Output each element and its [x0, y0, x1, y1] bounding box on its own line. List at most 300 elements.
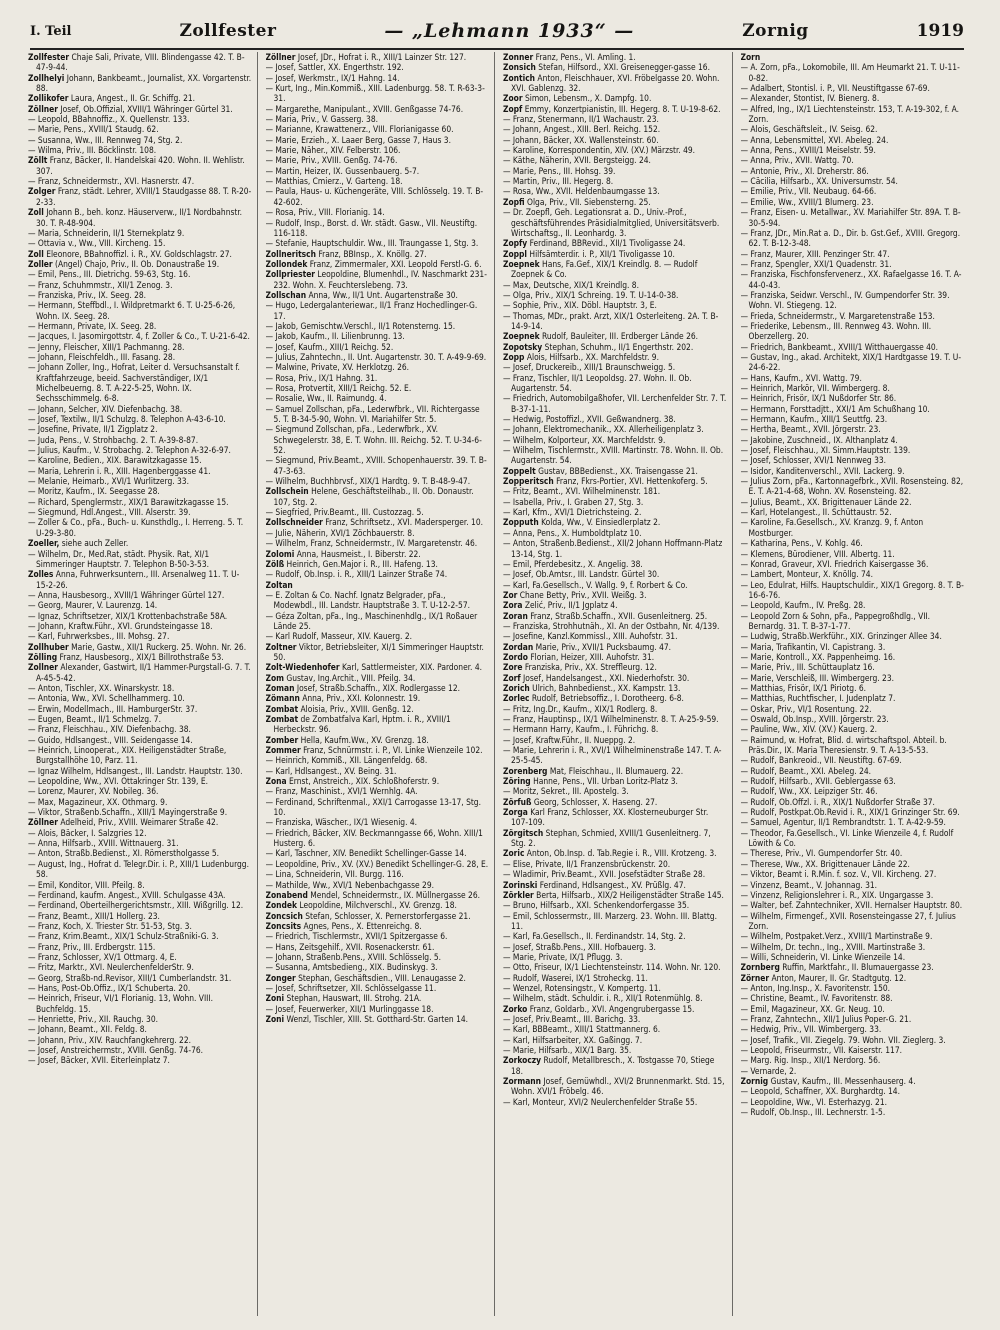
directory-entry: — Ferdinand, Oberteilhergerichtsmstr., XIII. Wißgrillg. 12. — [28, 900, 244, 911]
directory-entry: — Willi, Schneiderin, VI. Linke Wienzeile 14. — [740, 951, 906, 962]
directory-entry: Zopfi Olga, Priv., VII. Siebensterng. 25. — [503, 196, 651, 207]
directory-entry: Zolomi Anna, Hausmeist., I. Biberstr. 22. — [265, 548, 421, 559]
directory-entry: — Johann, Selcher, XIV. Diefenbachg. 38. — [28, 403, 183, 414]
directory-entry: — Franz, Tischler, II/1 Leopoldsg. 27. Wohn. II. Ob. Augartenstr. 54. — [503, 372, 692, 393]
directory-entry: Zorf Josef, Handelsangest., XXI. Niederhofstr. 30. — [503, 672, 690, 683]
directory-entry: — Wilhelm, Tischlermstr., XVIII. Martinstr. 78. Wohn. II. Ob. Augartenstr. 54. — [503, 445, 724, 466]
directory-entry: — Leopoldine, Ww., XVI. Ottakringer Str. 139, E. — [28, 776, 208, 787]
directory-entry: — Adalbert, Stontisl. i. P., VII. Neustiftgasse 67-69. — [740, 83, 930, 94]
directory-entry: — Josef, Priv.Beamt., III. Barichg. 33. — [503, 1013, 641, 1024]
directory-entry: — Franz, Beamt., XIII/1 Hollerg. 23. — [28, 910, 160, 921]
directory-entry: — Wladimir, Priv.Beamt., XVII. Josefstädter Straße 28. — [503, 869, 706, 880]
directory-entry: — Karl Rudolf, Masseur, XIV. Kauerg. 2. — [265, 631, 413, 642]
directory-entry: — Josef, Schlosser, XVI/1 Nennweg 33. — [740, 455, 887, 466]
directory-entry: — Malwine, Private, XV. Herklotzg. 26. — [265, 362, 410, 373]
directory-entry: Zömann Anna, Priv., XXI. Kolonnestr. 19. — [265, 693, 421, 704]
directory-entry: Zopp Alois, Hilfsarb., XX. Marchfeldstr. 9. — [503, 351, 659, 362]
directory-entry: — Gustav, Ing., akad. Architekt, XIX/1 Hardtgasse 19. T. U-24-6-22. — [740, 351, 962, 373]
directory-entry: — Rudolf, Hilfsarb., XVII. Geblergasse 63. — [740, 776, 896, 787]
directory-entry: — Karl, Fa.Gesellsch., II. Ferdinandstr. 14, Stg. 2. — [503, 931, 686, 942]
directory-entry: Zopputh Kolda, Ww., V. Einsiedlerplatz 2. — [503, 517, 661, 528]
directory-entry: Zoller (Angel) Chajo, Priv., II. Ob. Donaustraße 19. — [28, 258, 220, 269]
directory-entry: Zor Chane Betty, Priv., XVII. Weißg. 3. — [503, 589, 647, 600]
directory-entry: — Cäcilia, Hilfsarb., XX. Universumstr. 54. — [740, 176, 898, 187]
directory-entry: — Friedrich, Tischlermstr., XVII/1 Spitzergasse 6. — [265, 931, 448, 942]
directory-entry: Zoll Eleonore, BBahnoffizl. i. R., XV. Goldschlagstr. 27. — [28, 248, 232, 259]
directory-entry: — Anna, Hausbesorg., XVIII/1 Währinger Gürtel 127. — [28, 589, 225, 600]
directory-entry: — Friedrich, Automobilgaßhofer, VII. Lerchenfelder Str. 7. T. B-37-1-11. — [503, 393, 727, 414]
directory-entry: — Johann Zoller, Ing., Hofrat, Leiter d. Versuchsanstalt f. Kraftfahrzeuge, beeid. Sachverständiger, IX/1 Michelbeuerng. 8. T. A-22-5-25, Wohn. IX. Sechsschimmelg. 6-8. — [28, 362, 240, 404]
directory-entry: — Heinrich, Frisör, IX/1 Nußdorfer Str. 86. — [740, 393, 897, 404]
directory-entry: Zoltan — [265, 579, 293, 590]
directory-entry: — Franziska, Priv., IX. Seeg. 28. — [28, 289, 147, 300]
directory-entry: — Leopold, BBahnoffiz., X. Quellenstr. 133. — [28, 114, 190, 125]
directory-entry: Zopf Emmy, Konzertpianistin, III. Hegerg. 8. T. U-19-8-62. — [503, 103, 721, 114]
directory-entry: — Emil, Pens., III. Dietrichg. 59-63, Stg. 16. — [28, 269, 191, 280]
directory-entry: Zonsich Stefan, Hilfsord., XXI. Greisenegger-gasse 16. — [503, 62, 710, 73]
directory-entry: — Dr. Zoepfl, Geh. Legationsrat a. D., Univ.-Prof., geschäftsführendes Präsidialmitglied, Universitätsverb. Wirtschaftsg., II. Leonhardg. 3. — [503, 207, 720, 238]
directory-entry: — Anna, Lebensmittel, XVI. Abeleg. 24. — [740, 134, 889, 145]
directory-entry: Zollpriester Leopoldine, Blumenhdl., IV. Naschmarkt 231-232. Wohn. X. Feuchterslebeng. 73. — [265, 269, 487, 290]
directory-entry: — Leopoldine, Ww., VI. Esterhazyg. 21. — [740, 1096, 888, 1107]
directory-entry: Zopfy Ferdinand, BBRevid., XII/1 Tivoligasse 24. — [503, 238, 686, 249]
directory-entry: — Maria, Trafikantin, VI. Capistrang. 3. — [740, 641, 886, 652]
directory-entry: — Marie, Pens., XVIII/1 Staudg. 62. — [28, 124, 159, 135]
directory-entry: — Julius, Kaufm., V. Strobachg. 2. Telephon A-32-6-97. — [28, 445, 231, 456]
directory-entry: — Matthias, Ruchtfischer, I. Judenplatz 7. — [740, 693, 896, 704]
directory-entry: — Siegmund, Hdl.Angest., VIII. Alserstr. 39. — [28, 507, 191, 518]
directory-entry: — Josef, Kraftw.Führ., II. Nueppg. 2. — [503, 734, 636, 745]
directory-entry: — Fritz, Ing.Dr., Kaufm., XIX/1 Rodlerg. 8. — [503, 703, 658, 714]
directory-entry: Zombat Aloisia, Priv., XVIII. Genßg. 12. — [265, 703, 414, 714]
directory-entry: — Vernarde, 2. — [740, 1065, 797, 1076]
directory-entry: — Rosa, Priv., IX/1 Hahng. 31. — [265, 372, 378, 383]
directory-entry: — Thomas, MDr., prakt. Arzt, XIX/1 Osterleiteng. 2A. T. B-14-9-14. — [503, 310, 719, 331]
directory-entry: — Emilie, Ww., XVIII/1 Blumerg. 23. — [740, 196, 874, 207]
directory-entry: — Friedrich, Bankbeamt., XVIII/1 Witthauergasse 40. — [740, 341, 939, 352]
directory-entry: — Kurt, Ing., Min.Kommiß., XIII. Ladenburgg. 58. T. R-63-3-31. — [265, 83, 485, 104]
directory-entry: Zoll Johann B., beh. konz. Häuserverw., II/1 Nordbahnstr. 30. T. R-48-904. — [28, 207, 243, 228]
directory-entry: — Karl, Fuhrwerksbes., III. Mohsg. 27. — [28, 631, 170, 642]
directory-entry: Zörfuß Georg, Schlosser, X. Haseng. 27. — [503, 796, 658, 807]
directory-entry: Zonabend Mendel, Schneidermstr., IX. Müllnergasse 26. — [265, 889, 481, 900]
directory-entry: — Rudolf, Waserei, IX/1 Stroheckg. 11. — [503, 972, 648, 983]
directory-entry: — Alfred, Ing., IX/1 Liechtensteinstr. 153, T. A-19-302, f. A. Zorn. — [740, 103, 960, 125]
directory-entry: — Josef, Sattler, XX. Engerthstr. 192. — [265, 62, 404, 73]
directory-entry: Zorich Ulrich, Bahnbedienst., XX. Kampstr. 13. — [503, 682, 681, 693]
directory-entry: — Viktor, Beamt i. R.Min. f. soz. V., VII. Kircheng. 27. — [740, 869, 937, 880]
directory-entry: — Paula, Haus- u. Küchengeräte, VIII. Schlösselg. 19. T. B-42-602. — [265, 186, 484, 207]
directory-entry: — Wilhelm, Postpaket.Verz., XVIII/1 Martinstraße 9. — [740, 931, 933, 942]
page-header — [30, 14, 964, 50]
directory-entry: Zoppelt Gustav, BBBedienst., XX. Traisengasse 21. — [503, 465, 698, 476]
directory-entry: — Leopold, Kaufm., IV. Preßg. 28. — [740, 600, 866, 611]
directory-entry: — Julius, Beamt., XX. Brigittenauer Lände 22. — [740, 496, 912, 507]
directory-entry: — Josef, Anstreichermstr., XVIII. Genßg. 74-76. — [28, 1045, 204, 1055]
directory-entry: — Julie, Näherin, XVI/1 Zöchbauerstr. 8. — [265, 527, 415, 538]
directory-entry: — Theodor, Fa.Gesellsch., VI. Linke Wienzeile 4, f. Rudolf Löwith & Co. — [740, 827, 954, 849]
directory-entry: Zombat de Zombatfalva Karl, Hptm. i. R., XVIII/1 Herbeckstr. 96. — [265, 714, 451, 735]
directory-entry: Zordo Florian, Heizer, XIII. Auhofstr. 31. — [503, 651, 655, 662]
directory-entry: — Wilhelm, Dr., Med.Rat, städt. Physik. Rat, XI/1 Simmeringer Hauptstr. 7. Telephon B-50-3-53. — [28, 548, 210, 569]
directory-entry: — Hedwig, Priv., VII. Wimbergerg. 33. — [740, 1024, 882, 1035]
directory-entry: — Therese, Priv., VI. Gumpendorfer Str. 40. — [740, 848, 903, 859]
directory-entry: — Karoline, Fa.Gesellsch., XV. Kranzg. 9, f. Anton Mostburger. — [740, 517, 924, 538]
directory-entry: — Franz, Spengler, XXI/1 Quadenstr. 31. — [740, 258, 892, 269]
directory-entry: — Julius Zorn, pFa., Kartonnagefbrk., XVII. Rosensteing. 82, E. T. A-21-4-68, Wohn. XV. Rosensteing. 82. — [740, 476, 964, 497]
directory-entry: Zornberg Ruffin, Marktfahr., II. Blumauergasse 23. — [740, 962, 934, 973]
directory-entry: — Wilhelm, Buchhbrvsf., XIX/1 Hardtg. 9. T. B-48-9-47. — [265, 476, 471, 487]
directory-entry: — Hermann, Forsttadjtt., XXI/1 Am Schußhang 10. — [740, 403, 930, 414]
directory-entry: — Antonie, Priv., XI. Dreherstr. 86. — [740, 165, 869, 176]
directory-entry: Zoncsits Agnes, Pens., X. Ettenreichg. 8. — [265, 920, 422, 931]
directory-entry: — Elise, Private, II/1 Franzensbrückenstr. 20. — [503, 858, 671, 869]
directory-entry: — Mathilde, Ww., XVI/1 Nebenbachgasse 29. — [265, 879, 435, 890]
directory-entry: — Juda, Pens., V. Strohbachg. 2. T. A-39-8-87. — [28, 434, 199, 445]
directory-entry: — Hermann, Steffbdl., I. Wildpretmarkt 6. T. U-25-6-26, Wohn. IX. Seeg. 28. — [28, 300, 236, 321]
directory-entry: — Isabella, Priv., I. Graben 27, Stg. 3. — [503, 496, 644, 507]
directory-entry: — Franz, Koch, X. Triester Str. 51-53, Stg. 3. — [28, 920, 192, 931]
directory-entry: — Maria, Priv., V. Gasserg. 38. — [265, 114, 379, 125]
directory-entry: — Anton, Ing.Insp., X. Favoritenstr. 150. — [740, 982, 891, 993]
directory-entry: Zollschein Helene, Geschäftsteilhab., II. Ob. Donaustr. 107, Stg. 2. — [265, 486, 474, 507]
directory-entry: — Rudolf, Insp., Borst. d. Wr. städt. Gasw., VII. Neustiftg. 116-118. — [265, 217, 478, 238]
directory-entry: — Vinzenz, Beamt., V. Johannag. 31. — [740, 879, 878, 890]
directory-entry: — Matthias, Cmierz., V. Garteng. 18. — [265, 176, 403, 187]
part-label: I. Teil — [30, 23, 72, 39]
directory-entry: — Jakobine, Zuschneid., IX. Althanplatz 4. — [740, 434, 898, 445]
directory-entry: — Johann, Priv., XIV. Rauchfangkehrerg. 22. — [28, 1034, 192, 1045]
directory-entry: — Susanna, Ww., III. Rennweg 74, Stg. 2. — [28, 134, 183, 145]
directory-entry: Zormann Josef, Gemüwhdl., XVI/2 Brunnenmarkt. Std. 15, Wohn. XVI/1 Fröbelg. 46. — [503, 1076, 725, 1097]
directory-entry: Zollondek Franz, Zimmermaler, XXI. Leopold Ferstl-G. 6. — [265, 258, 482, 269]
directory-entry: — Julius, Zahntechn., II. Unt. Augartenstr. 30. T. A-49-9-69. — [265, 351, 487, 362]
directory-entry: — Johann, Bäcker, XX. Wallensteinstr. 60. — [503, 134, 659, 145]
directory-entry: — Oswald, Ob.Insp., XVIII. Jörgerstr. 23. — [740, 714, 889, 724]
directory-entry: Zorko Franz, Goldarb., XVI. Angengrubergasse 15. — [503, 1003, 695, 1014]
directory-entry: — Konrad, Graveur, XVI. Friedrich Kaisergasse 36. — [740, 558, 929, 569]
directory-entry: — Melanie, Heimarb., XVI/1 Wurlitzerg. 33. — [28, 476, 189, 487]
directory-entry: Zörner Anton, Maurer, II. Gr. Stadtgutg. 12. — [740, 972, 907, 983]
directory-entry: — Franz, Priv., III. Erdbergstr. 115. — [28, 941, 156, 952]
directory-entry: — Franz, Hauptinsp., IX/1 Wilhelminenstr. 8. T. A-25-9-59. — [503, 714, 719, 724]
directory-entry: Zoman Josef, Straßb.Schaffn., XIX. Rodlergasse 12. — [265, 682, 461, 693]
directory-entry: — Raimund, w. Hofrat, Blid. d. wirtschaftspol. Abteil. b. Präs.Dir., IX. Maria Theresienstr. 9. T. A-13-5-53. — [740, 734, 947, 756]
directory-entry: Zoepnek Hans, Fa.Gef., XIX/1 Kreindlg. 8. — Rudolf Zoepnek & Co. — [503, 258, 698, 280]
directory-entry: Zommer Franz, Schnürmstr. i. P., VI. Linke Wienzeile 102. — [265, 745, 483, 756]
directory-entry: — Josef, Feuerwerker, XII/1 Murlinggasse 18. — [265, 1003, 434, 1014]
directory-entry: — Josef, Bäcker, XVII. Eiterleinplatz 7. — [28, 1055, 170, 1066]
directory-entry: — Jenny, Fleischer, XIII/1 Pachmanng. 28. — [28, 341, 185, 352]
directory-entry: — Leo, Edulrat, Hilfs. Hauptschuldir., XIX/1 Gregorg. 8. T. B-16-6-76. — [740, 579, 964, 600]
directory-entry: — Marie, Pens., III. Hohsg. 39. — [503, 165, 616, 176]
directory-entry: — Josef, Kaufm., XIII/1 Reichg. 52. — [265, 341, 394, 352]
directory-entry: — Wilhelm, Kolporteur, XX. Marchfeldstr. 9. — [503, 434, 666, 445]
directory-entry: — Franz, Eisen- u. Metallwar., XV. Mariahilfer Str. 89A. T. B-30-5-94. — [740, 207, 961, 228]
directory-entry: — Johann, Elektromechanik., XX. Allerheiligenplatz 3. — [503, 424, 704, 435]
directory-entry: — Marie, Näher., XIV. Felberstr. 106. — [265, 145, 401, 156]
directory-entry: — Franz, Schuhmmstr., XII/1 Zenog. 3. — [28, 279, 173, 290]
directory-entry: — Josef, Ob.Amtsr., III. Landstr. Gürtel 30. — [503, 569, 660, 580]
directory-entry: — Anna, Pens., X. Humboldtplatz 10. — [503, 527, 642, 538]
directory-entry: — Stefanie, Hauptschuldir. Ww., III. Traungasse 1, Stg. 3. — [265, 238, 479, 249]
directory-entry: — Marie, Lehrerin i. R., XVI/1 Wilhelminenstraße 147. T. A-25-5-45. — [503, 745, 722, 766]
directory-entry: Zörkler Berta, Hilfsarb., XIX/2 Heiligenstädter Straße 145. — [503, 889, 724, 900]
column-2 — [266, 52, 496, 1316]
directory-entry: — Alexander, Stontist, IV. Bienerg. 8. — [740, 93, 880, 104]
directory-entry: Zorkoczy Rudolf, Metallbresch., X. Tostgasse 70, Stiege 18. — [503, 1055, 715, 1076]
directory-entry: — Marie, Kontroll., XX. Pappenheimg. 16. — [740, 651, 896, 662]
publication-title: — „Lehmann 1933“ — — [384, 20, 635, 42]
directory-entry: — Matthias, Frisör, IX/1 Piriotg. 6. — [740, 682, 867, 693]
directory-entry: — Marie, Erzieh., X. Laaer Berg, Gasse 7, Haus 3. — [265, 134, 451, 145]
directory-entry: — Richard, Spenglermstr., XIX/1 Barawitzkagasse 15. — [28, 496, 229, 507]
directory-entry: — Marie, Verschleiß, III. Wimbergerg. 23. — [740, 672, 895, 683]
directory-entry: Zoor Simon, Lebensm., X. Dampfg. 10. — [503, 93, 652, 104]
directory-entry: — Viktor, Straßenb.Schaffn., XIII/1 Mayingerstraße 9. — [28, 807, 228, 818]
directory-entry: — Guido, Hdlsangest., VIII. Seidengasse 14. — [28, 734, 193, 745]
directory-entry: Zopotsky Stephan, Schuhm., II/1 Engerthstr. 202. — [503, 341, 694, 352]
directory-entry: Zoni Stephan, Hauswart, III. Strohg. 21A. — [265, 993, 422, 1004]
directory-entry: — Johann, Beamt., XII. Feldg. 8. — [28, 1024, 147, 1035]
directory-entry: Zoppl Hilfsämterdir. i. P., XII/1 Tivoligasse 10. — [503, 248, 675, 259]
directory-entry: — Eugen, Beamt., II/1 Schmelzg. 7. — [28, 714, 161, 724]
directory-entry: — Antonia, Ww., XVI. Schellhammerg. 10. — [28, 693, 185, 704]
directory-entry: — Georg, Maurer, V. Laurenzg. 14. — [28, 600, 158, 611]
directory-entry: Zom Gustav, Ing.Archit., VIII. Pfeilg. 34. — [265, 672, 416, 683]
directory-entry: — Géza Zoltan, pFa., Ing., Maschinenhdlg., IX/1 Roßauer Lände 25. — [265, 610, 478, 631]
directory-entry: — Karl, Hotelangest., II. Schüttaustr. 52. — [740, 507, 892, 518]
directory-entry: Zorga Karl Franz, Schlosser, XX. Klosterneuburger Str. 107-109. — [503, 807, 709, 828]
directory-entry: — Henriette, Priv., XII. Rauchg. 30. — [28, 1013, 159, 1024]
directory-entry: — Bruno, Hilfsarb., XXI. Schenkendorfergasse 35. — [503, 900, 690, 911]
directory-entry: — Anton, Tischler, XX. Winarskystr. 18. — [28, 682, 175, 693]
directory-entry: — Anton, Straßb.Bedienst., XI. Römerstholgasse 5. — [28, 848, 220, 859]
directory-entry: — Marie, Priv., III. Schüttauplatz 16. — [740, 662, 875, 673]
directory-entry: — Emil, Pferdebesitz., X. Angelig. 38. — [503, 558, 643, 569]
directory-entry: Zorlec Rudolf, Betriebsoffiz., I. Dorotheerg. 6-8. — [503, 693, 684, 704]
directory-entry: Zoepnek Rudolf, Bauleiter, III. Erdberger Lände 26. — [503, 331, 699, 342]
directory-entry: — Karoline, Korrespondentin, XIV. (XV.) Märzstr. 49. — [503, 145, 696, 156]
directory-entry: — Rosalie, Ww., II. Raimundg. 4. — [265, 393, 387, 404]
directory-entry: Zora Zelić, Priv., II/1 Jgplatz 4. — [503, 600, 618, 611]
running-head-right: Zornig — [742, 21, 809, 41]
directory-entry: — Franz, Schlosser, XV/1 Ottmarg. 4, E. — [28, 951, 177, 962]
directory-entry: — Friedrich, Bäcker, XIV. Beckmanngasse 66, Wohn. XIII/1 Husterg. 6. — [265, 827, 483, 849]
directory-entry: — Karl, Monteur, XVI/2 Neulerchenfelder Straße 55. — [503, 1096, 698, 1107]
directory-entry: — Wenzel, Rotensingstr., V. Kompertg. 11. — [503, 982, 661, 993]
directory-entry: — Frieda, Schneidermstr., V. Margaretenstraße 153. — [740, 310, 935, 321]
directory-entry: Zöllt Franz, Bäcker, II. Handelskai 420. Wohn. II. Wehlistr. 307. — [28, 155, 245, 176]
directory-entry: — Franz, JDr., Min.Rat a. D., Dir. b. Gst.Gef., XVIII. Gregorg. 62. T. B-12-3-48. — [740, 227, 961, 249]
directory-entry: — Moritz, Kaufm., IX. Seegasse 28. — [28, 486, 160, 497]
directory-entry: — Emil, Schlossermstr., III. Marzerg. 23. Wohn. III. Blattg. 11. — [503, 910, 718, 931]
directory-entry: — Siegmund, Priv.Beamt., XVIII. Schopenhauerstr. 39. T. B-47-3-63. — [265, 455, 487, 476]
directory-entry: Zollneritsch Franz, BBInsp., X. Knöllg. 27. — [265, 248, 427, 259]
directory-entry: — Klemens, Bürodiener, VIII. Albertg. 11. — [740, 548, 895, 559]
directory-entry: — Marg. Rig. Insp., XII/1 Nerdorg. 56. — [740, 1055, 881, 1066]
directory-entry: — Lambert, Monteur, X. Knöllg. 74. — [740, 569, 873, 580]
directory-entry: — Johann, Kraftw.Führ., XVI. Grundsteingasse 18. — [28, 620, 213, 631]
directory-entry: — Heinrich, Linooperat., XIX. Heiligenstädter Straße, Burgstallhöhe 10, Parz. 11. — [28, 745, 227, 766]
directory-entry: — Emil, Konditor, VIII. Pfeilg. 8. — [28, 879, 145, 890]
directory-entry: Zorn — [740, 52, 761, 62]
directory-entry: — Anna, Pens., XVIII/1 Meiselstr. 59. — [740, 145, 876, 156]
directory-entry: Zordan Marie, Priv., XVII/1 Pucksbaumg. 47. — [503, 641, 672, 652]
directory-entry: Zoltner Viktor, Betriebsleiter, XI/1 Simmeringer Hauptstr. 50. — [265, 641, 484, 662]
directory-entry: Zollschneider Franz, Schriftsetz., XVI. Madersperger. 10. — [265, 517, 484, 528]
directory-entry: — Emil, Magazineur, XX. Gr. Neug. 10. — [740, 1003, 885, 1014]
directory-entry: — Ferdinand, kaufm. Angest., XVIII. Schulgasse 43A. — [28, 889, 226, 900]
directory-entry: — Lorenz, Maurer, XV. Nobileg. 36. — [28, 786, 159, 797]
directory-entry: — Hermann, Private, IX. Seeg. 28. — [28, 320, 157, 331]
directory-entry: — Hertha, Beamt., XVII. Jörgerstr. 23. — [740, 424, 881, 435]
directory-entry: — Hugo, Ledergalanteriewar., II/1 Franz Hochedlinger-G. 17. — [265, 300, 478, 321]
directory-entry: — Franz, Krim.Beamt., XIX/1 Schulz-Straßniki-G. 3. — [28, 931, 219, 942]
directory-entry: — Lina, Schneiderin, VII. Burgg. 116. — [265, 869, 404, 880]
directory-entry: — Susanna, Amtsbedieng., XIX. Budinskyg. 3. — [265, 962, 438, 973]
directory-entry: Zolger Franz, städt. Lehrer, XVIII/1 Staudgasse 88. T. R-20-2-33. — [28, 186, 252, 207]
directory-entry: — Heinrich, Kommiß., XII. Längenfeldg. 68. — [265, 755, 428, 766]
directory-entry: — Leopold, Friseurmstr., VII. Kaiserstr. 117. — [740, 1045, 903, 1055]
directory-entry: — Josefine, Private, II/1 Zigplatz 2. — [28, 424, 158, 435]
directory-entry: Zöllner Josef, JDr., Hofrat i. R., XIII/1 Lainzer Str. 127. — [265, 52, 467, 62]
directory-entry: Zoeller, siehe auch Zeller. — [28, 538, 129, 549]
directory-entry: — Karl, Hdlsangest., XV. Being. 31. — [265, 765, 397, 776]
directory-entry: — Marianne, Krawattenerz., VIII. Florianigasse 60. — [265, 124, 454, 135]
directory-entry: Zona Ernst, Anstreich., XIX. Schloßhoferstr. 9. — [265, 776, 440, 787]
directory-entry: — Franz, Schneidermstr., XVI. Hasnerstr. 47. — [28, 176, 195, 187]
directory-entry: — Heinrich, Markör, VII. Wimbergerg. 8. — [740, 383, 890, 393]
column-1 — [28, 52, 258, 1316]
directory-entry: — Hans, Zeitsgehilf., XVII. Rosenackerstr. 61. — [265, 941, 435, 952]
directory-entry: — Walter, bef. Zahntechniker, XVII. Hernalser Hauptstr. 80. — [740, 900, 963, 911]
directory-entry: — Leopoldine, Priv., XV. (XV.) Benedikt Schellinger-G. 28, E. — [265, 858, 489, 869]
directory-entry: — Vinzenz, Religionslehrer i. R., XIX. Ungargasse 3. — [740, 889, 934, 900]
directory-entry: — Josef, Fleischhau., XI. Simm.Hauptstr. 139. — [740, 445, 911, 456]
directory-entry: — Karoline, Bedien., XIX. Barawitzkagasse 15. — [28, 455, 202, 466]
directory-entry: — Karl, BBBeamt., XIII/1 Stattmannerg. 6. — [503, 1024, 661, 1035]
directory-entry: — Rosa, Ww., XVII. Heldenbaumgasse 13. — [503, 186, 660, 197]
directory-entry: Zorenberg Mat, Fleischhau., II. Blumauerg. 22. — [503, 765, 684, 776]
directory-entry: — Josef, Textilw., II/1 Schulzg. 8. Telephon A-43-6-10. — [28, 414, 226, 425]
directory-entry: — Isidor, Kanditenverschl., XVII. Lackerg. 9. — [740, 465, 905, 476]
directory-entry: — Jakob, Gemischtw.Verschl., II/1 Rotensterng. 15. — [265, 320, 456, 331]
directory-entry: — Franziska, Seidwr. Verschl., IV. Gumpendorfer Str. 39. Wohn. VI. Stiegeng. 12. — [740, 289, 950, 311]
column-4 — [741, 52, 971, 1316]
directory-entry: — Rudolf, Beamt., XXI. Abeleg. 24. — [740, 765, 872, 776]
directory-entry: — Marie, Hilfsarb., XIX/1 Barg. 35. — [503, 1045, 632, 1055]
directory-entry: — Otto, Friseur, IX/1 Liechtensteinstr. 114. Wohn. Nr. 120. — [503, 962, 721, 973]
directory-entry: — Max, Deutsche, XIX/1 Kreindlg. 8. — [503, 279, 639, 290]
directory-entry: Zoran Franz, Straßb.Schaffn., XVII. Gusenleitnerg. 25. — [503, 610, 708, 621]
directory-entry: — Josefine, Kanzl.Kommissl., XIII. Auhofstr. 31. — [503, 631, 678, 642]
directory-entry: — Käthe, Näherin, XVII. Bergsteigg. 24. — [503, 155, 651, 166]
directory-entry: Zonner Franz, Pens., VI. Amling. 1. — [503, 52, 636, 62]
directory-entry: — Wilhelm, städt. Schuldir. i. R., XII/1 Rotenmühlg. 8. — [503, 993, 703, 1004]
directory-entry: — Ferdinand, Schriftenmal., XXI/1 Carrogasse 13-17, Stg. 10. — [265, 796, 481, 818]
directory-entry: — Karl, Taschner, XIV. Benedikt Schellinger-Gasse 14. — [265, 848, 467, 859]
directory-entry: — Ignaz Wilhelm, Hdlsangest., III. Landstr. Hauptstr. 130. — [28, 765, 243, 776]
directory-entry: — Wilhelm, Franz, Schneidermstr., IV. Margaretenstr. 46. — [265, 538, 478, 549]
directory-entry: Zölß Heinrich, Gen.Major i. R., III. Hafeng. 13. — [265, 558, 438, 569]
directory-entry: — A. Zorn, pFa., Lokomobile, III. Am Heumarkt 21. T. U-11-0-82. — [740, 62, 960, 83]
directory-entry: — Rudolf, Ob.Insp. i. R., XIII/1 Lainzer Straße 74. — [265, 569, 448, 580]
directory-entry: — Karl, Kfm., XVI/1 Dietrichsteing. 2. — [503, 507, 642, 518]
directory-entry: — Max, Magazineur, XX. Othmarg. 9. — [28, 796, 168, 807]
column-3 — [503, 52, 733, 1316]
directory-entry: Zontich Anton, Fleischhauer, XVI. Fröbelgasse 20. Wohn. XVI. Gablenzg. 32. — [503, 72, 720, 94]
directory-entry: — Fritz, Beamt., XVI. Wilhelminenstr. 181. — [503, 486, 661, 497]
directory-entry: — Johann, Fleischfeldh., III. Fasang. 28. — [28, 351, 176, 362]
directory-entry: — Josef, Schriftsetzer, XII. Schlösselgasse 11. — [265, 982, 437, 993]
directory-entry: — Karl, Hilfsarbeiter, XX. Gaßingg. 7. — [503, 1034, 643, 1045]
directory-entry: Zölling Franz, Hausbesorg., XIX/1 Billrothstraße 53. — [28, 651, 224, 662]
directory-entry: Zöllner Josef, Ob.Offizial, XVIII/1 Währinger Gürtel 31. — [28, 103, 233, 114]
directory-entry: — Samuel Zollschan, pFa., Lederwfbrk., VII. Richtergasse 5. T. B-34-5-90, Wohn. VI. Mariahilfer Str. 5. — [265, 403, 480, 425]
directory-entry: — Rosa, Protvertit, XIII/1 Reichg. 52. E. — [265, 383, 412, 393]
directory-entry: Zonger Stephan, Geschäftsdien., VIII. Lenaugasse 2. — [265, 972, 466, 983]
directory-entry: Zomber Hella, Kaufm.Ww., XV. Grenzg. 18. — [265, 734, 429, 745]
directory-entry: — Wilhelm, Dr. techn., Ing., XVIII. Martinstraße 3. — [740, 941, 926, 952]
directory-entry: — Wilhelm, Firmengef., XVII. Rosensteingasse 27, f. Julius Zorn. — [740, 910, 956, 931]
directory-entry: — Anna, Priv., XVII. Wattg. 70. — [740, 155, 854, 166]
directory-entry: — Siegfried, Priv.Beamt., III. Custozzag. 5. — [265, 507, 424, 518]
directory-entry: — Anton, Straßenb.Bedienst., XII/2 Johann Hoffmann-Platz 13-14, Stg. 1. — [503, 538, 723, 559]
directory-entry: — Josef, Werkmstr., IX/1 Hahng. 14. — [265, 72, 400, 83]
directory-entry: Zolles Anna, Fuhrwerksuntern., III. Arsenalweg 11. T. U-15-2-26. — [28, 569, 240, 590]
directory-entry: Zolt-Wiedenhofer Karl, Sattlermeister, XIX. Pardoner. 4. — [265, 662, 482, 673]
directory-entry: Zornig Gustav, Kaufm., III. Messenhauserg. 4. — [740, 1076, 916, 1087]
directory-entry: — Maria, Schneiderin, II/1 Sternekplatz 9. — [28, 227, 185, 238]
directory-entry: — Leopold Zorn & Sohn, pFa., Pappegroßhdlg., VII. Bernardg. 31. T. B-37-1-77. — [740, 610, 931, 631]
directory-entry: — Emilie, Priv., VII. Neubaug. 64-66. — [740, 186, 877, 197]
directory-entry: — Rudolf, Bankreoid., VII. Neustiftg. 67-69. — [740, 755, 902, 766]
directory-entry: — Hermann, Kaufm., XIII/1 Seuttfg. 23. — [740, 414, 888, 425]
directory-entry: — Johann, Angest., XIII. Berl. Reichg. 152. — [503, 124, 661, 135]
directory-entry: Zollhelyi Johann, Bankbeamt., Journalist, XX. Vorgartenstr. 88. — [28, 72, 252, 94]
directory-entry: — Hans, Post-Ob.Offiz., IX/1 Schuberta. 20. — [28, 982, 191, 993]
directory-entry: — Josef, Straßb.Pens., XIII. Hofbauerg. 3. — [503, 941, 656, 952]
directory-entry: — Ludwig, Straßb.Werkführ., XIX. Grinzinger Allee 34. — [740, 631, 942, 642]
directory-entry: Zoric Anton, Ob.Insp. d. Tab.Regie i. R., VIII. Krotzeng. 3. — [503, 848, 717, 859]
directory-entry: — Franz, Maschinist., XVI/1 Wernhlg. 4A. — [265, 786, 418, 797]
directory-entry: Zollfester Chaje Sali, Private, VIII. Blindengasse 42. T. B-47-9-44. — [28, 52, 245, 73]
running-head-left: Zollfester — [179, 21, 277, 41]
directory-entry: — Alois, Bäcker, I. Salzgries 12. — [28, 827, 147, 838]
directory-entry: Zollikofer Laura, Angest., II. Gr. Schiffg. 21. — [28, 93, 196, 104]
directory-entry: — Katharina, Pens., V. Kohlg. 46. — [740, 538, 863, 549]
directory-entry: — August, Ing., Hofrat d. Telegr.Dir. i. P., XIII/1 Ludenburgg. 58. — [28, 858, 249, 880]
directory-entry: Zörgitsch Stephan, Schmied, XVIII/1 Gusenleitnerg. 7, Stg. 2. — [503, 827, 711, 849]
directory-entry: — Jacques, I. Jasomirgottstr. 4, f. Zoller & Co., T. U-21-6-42. — [28, 331, 250, 342]
directory-entry: — Johann, Straßenb.Pens., XVIII. Schlösselg. 5. — [265, 951, 442, 962]
directory-entry: — Margarethe, Manipulant., XVIII. Genßgasse 74-76. — [265, 103, 464, 114]
directory-entry: — Rudolf, Ob.Offzl. i. R., XIX/1 Nußdorfer Straße 37. — [740, 796, 935, 807]
directory-entry: Zollner Alexander, Gastwirt, II/1 Hammer-Purgstall-G. 7. T. A-45-5-42. — [28, 662, 251, 683]
directory-entry: Zopperitsch Franz, Fkrs-Portier, XVI. Hettenkoferg. 5. — [503, 476, 708, 487]
directory-entry: — Pauline, Ww., XIV. (XV.) Kauerg. 2. — [740, 724, 878, 735]
directory-entry: — Hans, Kaufm., XVI. Wattg. 79. — [740, 372, 862, 383]
directory-entry: — Siegmund Zollschan, pFa., Lederwfbrk., XV. Schwegelerstr. 38, E. T. Wohn. III. Reichg. 52. T. U-34-6-52. — [265, 424, 482, 456]
directory-entry: — Fritz, Marktr., XVI. NeulerchenfelderStr. 9. — [28, 962, 194, 973]
directory-entry: Zoni Wenzl, Tischler, XIII. St. Gotthard-Str. Garten 14. — [265, 1013, 469, 1024]
directory-entry: — Zoller & Co., pFa., Buch- u. Kunsthdlg., I. Herreng. 5. T. U-29-3-80. — [28, 517, 244, 538]
directory-entry: — Franz, Fleischhau., XIV. Diefenbachg. 38. — [28, 724, 191, 735]
directory-entry: Zore Franziska, Priv., XX. Streffleurg. 12. — [503, 662, 657, 673]
directory-entry: — Christine, Beamt., IV. Favoritenstr. 88. — [740, 993, 893, 1004]
directory-entry: — Rudolf, Ww., XX. Leipziger Str. 46. — [740, 786, 878, 797]
